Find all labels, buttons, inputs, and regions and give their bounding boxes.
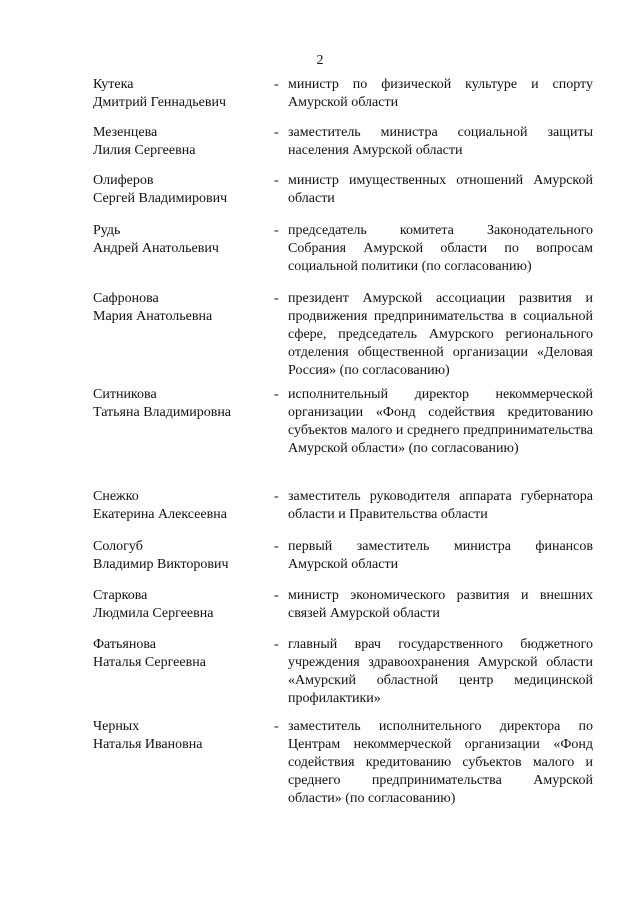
given-names: Лилия Сергеевна: [93, 143, 196, 158]
dash: -: [274, 539, 279, 554]
given-names: Екатерина Алексеевна: [93, 507, 227, 522]
dash: -: [274, 77, 279, 92]
person-name: [93, 76, 263, 112]
person-name: [93, 290, 263, 326]
dash: -: [274, 173, 279, 188]
given-names: Владимир Викторович: [93, 557, 229, 572]
surname: Ситникова: [93, 387, 157, 402]
position-description: министр экономического развития и внешних связей Амурской области: [288, 588, 593, 621]
person-name: [93, 386, 263, 422]
person-name: [93, 538, 263, 574]
given-names: Андрей Анатольевич: [93, 241, 219, 256]
person-name: [93, 587, 263, 623]
position-description: президент Амурской ассоциации развития и продвижения предпринимательства в социальной сфере, председатель Амурского регионального отделения общественной организации «Деловая Россия» (по согласованию): [288, 291, 593, 378]
surname: Старкова: [93, 588, 148, 603]
position-description: первый заместитель министра финансов Амурской области: [288, 539, 593, 572]
surname: Сафронова: [93, 291, 159, 306]
position-description: заместитель министра социальной защиты населения Амурской области: [288, 125, 593, 158]
dash: -: [274, 637, 279, 652]
surname: Сологуб: [93, 539, 143, 554]
given-names: Людмила Сергеевна: [93, 606, 214, 621]
position-description: министр имущественных отношений Амурской области: [288, 173, 593, 206]
person-name: [93, 124, 263, 160]
person-name: [93, 636, 263, 672]
position-description: исполнительный директор некоммерческой организации «Фонд содействия кредитованию субъектов малого и среднего предпринимательства Амурской области» (по согласованию): [288, 387, 593, 456]
dash: -: [274, 489, 279, 504]
given-names: Татьяна Владимировна: [93, 405, 232, 420]
position-description: заместитель исполнительного директора по Центрам некоммерческой организации «Фонд содействия кредитованию субъектов малого и среднего предпринимательства Амурской области» (по согласованию): [288, 719, 593, 806]
person-name: [93, 488, 263, 524]
surname: Олиферов: [93, 173, 154, 188]
given-names: Наталья Ивановна: [93, 737, 203, 752]
dash: -: [274, 223, 279, 238]
position-description: министр по физической культуре и спорту Амурской области: [288, 77, 593, 110]
surname: Рудь: [93, 223, 121, 238]
position-description: заместитель руководителя аппарата губернатора области и Правительства области: [288, 489, 593, 522]
given-names: Дмитрий Геннадьевич: [93, 95, 226, 110]
dash: -: [274, 291, 279, 306]
person-name: [93, 718, 263, 754]
given-names: Наталья Сергеевна: [93, 655, 206, 670]
given-names: Мария Анатольевна: [93, 309, 213, 324]
given-names: Сергей Владимирович: [93, 191, 228, 206]
position-description: председатель комитета Законодательного Собрания Амурской области по вопросам социальной политики (по согласованию): [288, 223, 593, 274]
surname: Мезенцева: [93, 125, 158, 140]
page-number: 2: [316, 53, 324, 68]
position-description: главный врач государственного бюджетного учреждения здравоохранения Амурской области «Амурский областной центр медицинской профилактики»: [288, 637, 593, 706]
dash: -: [274, 125, 279, 140]
surname: Фатьянова: [93, 637, 156, 652]
person-name: [93, 222, 263, 258]
dash: -: [274, 588, 279, 603]
dash: -: [274, 387, 279, 402]
surname: Черных: [93, 719, 140, 734]
dash: -: [274, 719, 279, 734]
surname: Кутека: [93, 77, 134, 92]
person-name: [93, 172, 263, 208]
surname: Снежко: [93, 489, 139, 504]
